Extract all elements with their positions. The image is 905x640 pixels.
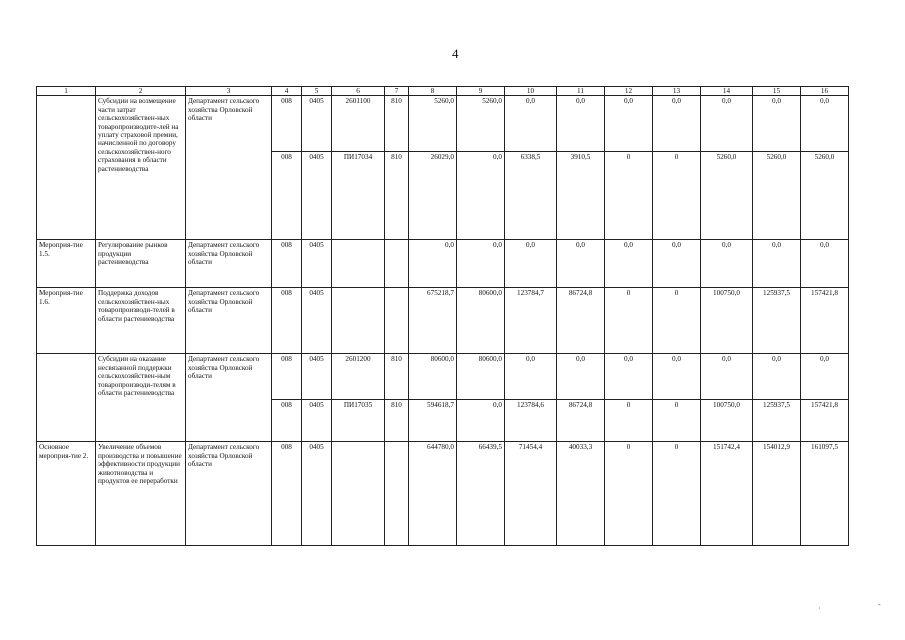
activity-name-cell: Увеличение объемов производства и повышение эффективности продукции животноводства и продуктов ее переработки: [96, 442, 186, 546]
value-cell: 2601200: [332, 354, 385, 400]
value-cell: 80600,0: [457, 288, 505, 354]
value-cell: 0,0: [701, 96, 753, 152]
value-cell: 0,0: [801, 96, 849, 152]
value-cell: 0,0: [653, 354, 701, 400]
value-cell: 008: [272, 240, 302, 288]
value-cell: [332, 442, 385, 546]
value-cell: 594618,7: [409, 400, 457, 442]
value-cell: 157421,8: [801, 400, 849, 442]
header-cell: 13: [653, 87, 701, 96]
header-cell: 15: [753, 87, 801, 96]
activity-code-cell: Мероприя-тие 1.6.: [37, 288, 96, 354]
value-cell: 0,0: [605, 240, 653, 288]
value-cell: 0,0: [457, 240, 505, 288]
value-cell: 008: [272, 400, 302, 442]
table-row: [37, 442, 849, 546]
activity-code-cell: Основное мероприя-тие 2.: [37, 442, 96, 546]
value-cell: 0,0: [505, 240, 557, 288]
value-cell: 5260,0: [801, 152, 849, 240]
value-cell: 5260,0: [701, 152, 753, 240]
value-cell: 125937,5: [753, 288, 801, 354]
table-row: [37, 354, 849, 400]
value-cell: 0: [605, 152, 653, 240]
activity-code-cell: [37, 354, 96, 442]
activity-name-cell: Субсидии на возмещение части затрат сельскохозяйствен-ных товаропроизводите-лей на уплату страховой премии, начисленной по договору сельскохозяйствен-ного страхования в области растениеводства: [96, 96, 186, 240]
executor-cell: Департамент сельского хозяйства Орловской области: [186, 354, 272, 442]
value-cell: 0405: [302, 442, 332, 546]
value-cell: ПИ17035: [332, 400, 385, 442]
value-cell: 008: [272, 442, 302, 546]
value-cell: 0,0: [653, 96, 701, 152]
value-cell: 151742,4: [701, 442, 753, 546]
header-cell: 14: [701, 87, 753, 96]
value-cell: 0,0: [753, 354, 801, 400]
value-cell: 0,0: [653, 240, 701, 288]
header-cell: 11: [557, 87, 605, 96]
value-cell: 0,0: [505, 354, 557, 400]
activity-name-cell: Субсидии на оказание несвязанной поддержки сельскохозяйствен-ным товаропроизводи-телям в области растениеводства: [96, 354, 186, 442]
value-cell: 0: [653, 288, 701, 354]
value-cell: 123784,7: [505, 288, 557, 354]
value-cell: [385, 288, 409, 354]
table-row: [37, 288, 849, 354]
header-cell: 3: [186, 87, 272, 96]
value-cell: 008: [272, 152, 302, 240]
value-cell: 5260,0: [457, 96, 505, 152]
value-cell: 86724,8: [557, 400, 605, 442]
value-cell: 0,0: [505, 96, 557, 152]
value-cell: 008: [272, 96, 302, 152]
value-cell: 0405: [302, 96, 332, 152]
value-cell: 26029,0: [409, 152, 457, 240]
activity-code-cell: [37, 96, 96, 240]
value-cell: 71454,4: [505, 442, 557, 546]
value-cell: 86724,8: [557, 288, 605, 354]
executor-cell: Департамент сельского хозяйства Орловской области: [186, 288, 272, 354]
value-cell: 0,0: [457, 400, 505, 442]
activity-name-cell: Регулирование рынков продукции растениеводства: [96, 240, 186, 288]
value-cell: 810: [385, 152, 409, 240]
value-cell: ПИ17034: [332, 152, 385, 240]
value-cell: 157421,8: [801, 288, 849, 354]
value-cell: 80600,0: [457, 354, 505, 400]
value-cell: 0405: [302, 354, 332, 400]
value-cell: 123784,6: [505, 400, 557, 442]
value-cell: 0405: [302, 240, 332, 288]
value-cell: 40033,3: [557, 442, 605, 546]
value-cell: 0,0: [557, 354, 605, 400]
value-cell: [385, 240, 409, 288]
value-cell: 0: [605, 288, 653, 354]
value-cell: 0,0: [557, 240, 605, 288]
value-cell: 810: [385, 96, 409, 152]
header-cell: 5: [302, 87, 332, 96]
scan-speck: -: [878, 600, 881, 609]
header-cell: 9: [457, 87, 505, 96]
table-row: [37, 240, 849, 288]
value-cell: 80600,0: [409, 354, 457, 400]
value-cell: 810: [385, 400, 409, 442]
executor-cell: Департамент сельского хозяйства Орловской области: [186, 442, 272, 546]
value-cell: 154012,9: [753, 442, 801, 546]
value-cell: 5260,0: [753, 152, 801, 240]
value-cell: 5260,0: [409, 96, 457, 152]
value-cell: 66439,5: [457, 442, 505, 546]
header-cell: 1: [37, 87, 96, 96]
value-cell: 0: [605, 400, 653, 442]
value-cell: 125937,5: [753, 400, 801, 442]
header-cell: 7: [385, 87, 409, 96]
value-cell: 0: [605, 442, 653, 546]
header-cell: 16: [801, 87, 849, 96]
value-cell: 0,0: [605, 96, 653, 152]
header-cell: 4: [272, 87, 302, 96]
header-cell: 2: [96, 87, 186, 96]
activity-name-cell: Поддержка доходов сельскохозяйствен-ных товаропроизводи-телей в области растениеводства: [96, 288, 186, 354]
value-cell: 0,0: [801, 354, 849, 400]
value-cell: 100750,0: [701, 400, 753, 442]
value-cell: 2601100: [332, 96, 385, 152]
value-cell: 161097,5: [801, 442, 849, 546]
value-cell: 675218,7: [409, 288, 457, 354]
value-cell: [332, 288, 385, 354]
value-cell: 0: [653, 442, 701, 546]
value-cell: 0,0: [557, 96, 605, 152]
header-cell: 8: [409, 87, 457, 96]
executor-cell: Департамент сельского хозяйства Орловской области: [186, 96, 272, 240]
scan-speck: ·: [818, 604, 821, 613]
value-cell: 6338,5: [505, 152, 557, 240]
value-cell: 810: [385, 354, 409, 400]
value-cell: 008: [272, 288, 302, 354]
value-cell: [332, 240, 385, 288]
value-cell: 100750,0: [701, 288, 753, 354]
budget-table: [36, 86, 849, 546]
value-cell: 0,0: [801, 240, 849, 288]
header-cell: 6: [332, 87, 385, 96]
value-cell: 0,0: [753, 240, 801, 288]
table-row: [37, 96, 849, 152]
value-cell: 0,0: [409, 240, 457, 288]
header-row: [37, 87, 849, 96]
value-cell: 0405: [302, 288, 332, 354]
executor-cell: Департамент сельского хозяйства Орловской области: [186, 240, 272, 288]
value-cell: 0,0: [457, 152, 505, 240]
value-cell: [385, 442, 409, 546]
value-cell: 0,0: [701, 354, 753, 400]
header-cell: 10: [505, 87, 557, 96]
value-cell: 0,0: [701, 240, 753, 288]
value-cell: 0,0: [605, 354, 653, 400]
value-cell: 0405: [302, 400, 332, 442]
value-cell: 0,0: [753, 96, 801, 152]
value-cell: 0: [653, 400, 701, 442]
value-cell: 3910,5: [557, 152, 605, 240]
value-cell: 0405: [302, 152, 332, 240]
header-cell: 12: [605, 87, 653, 96]
value-cell: 0: [653, 152, 701, 240]
value-cell: 644780,0: [409, 442, 457, 546]
activity-code-cell: Мероприя-тие 1.5.: [37, 240, 96, 288]
page-number: 4: [452, 46, 459, 61]
value-cell: 008: [272, 354, 302, 400]
